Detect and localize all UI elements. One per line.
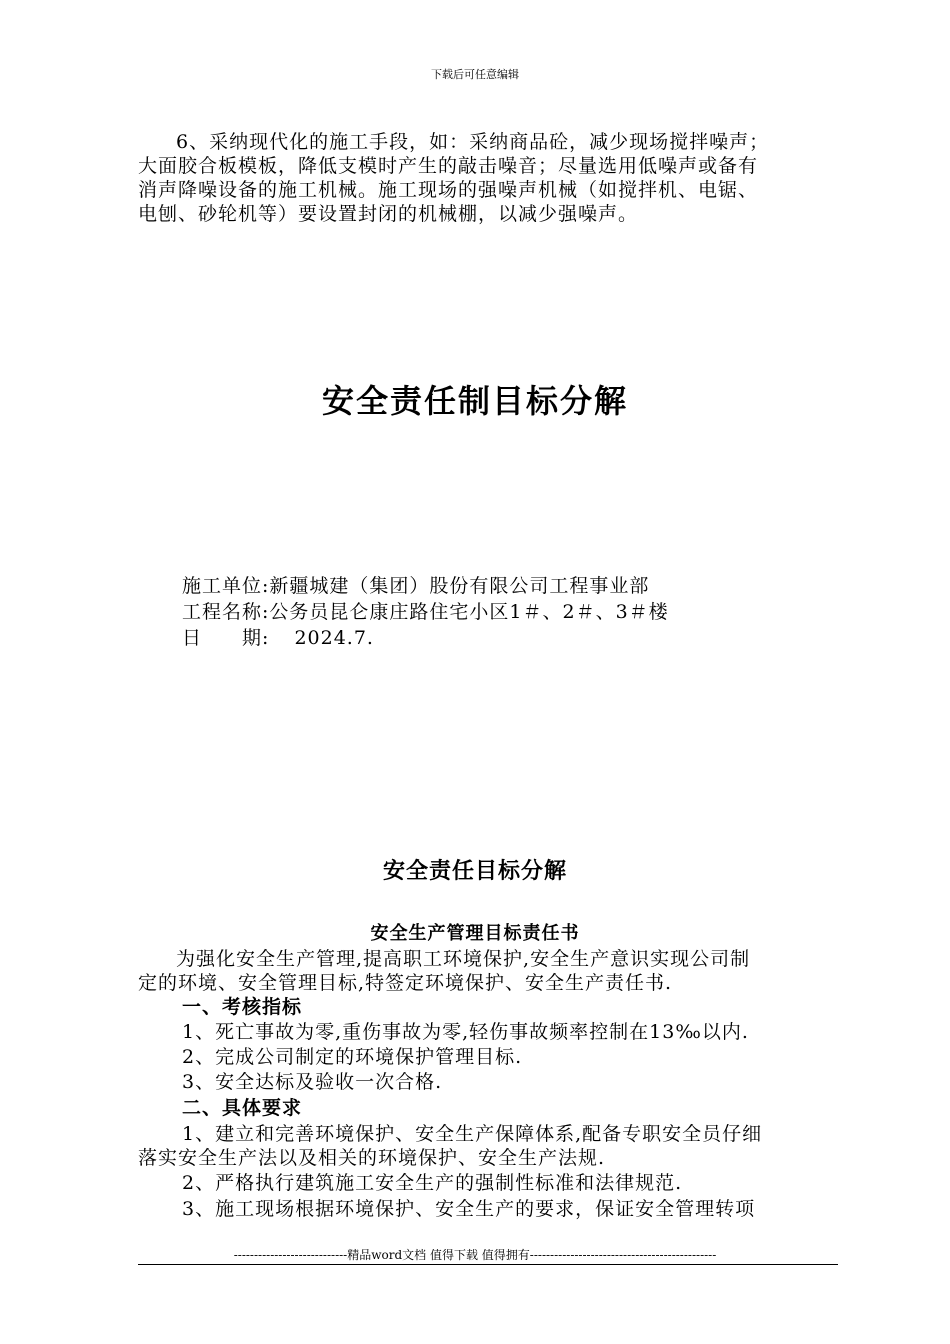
- paragraph-line: 电刨、砂轮机等）要设置封闭的机械棚，以减少强噪声。: [138, 203, 639, 225]
- heading-requirements: 二、具体要求: [182, 1097, 303, 1119]
- paragraph-line: 6、采纳现代化的施工手段，如：采纳商品砼，减少现场搅拌噪声；: [176, 131, 770, 153]
- list-item: 1、建立和完善环境保护、安全生产保障体系,配备专职安全员仔细: [182, 1123, 763, 1145]
- header-note: 下载后可任意编辑: [431, 68, 519, 81]
- date-label: 日 期:: [182, 627, 270, 649]
- paragraph-line: 消声降噪设备的施工机械。施工现场的强噪声机械（如搅拌机、电锯、: [138, 179, 759, 201]
- section-title: 安全责任目标分解: [382, 858, 567, 884]
- date-value: 2024.7.: [294, 627, 374, 649]
- list-item: 1、死亡事故为零,重伤事故为零,轻伤事故频率控制在13‰以内.: [182, 1021, 749, 1043]
- project-name: 工程名称:公务员昆仑康庄路住宅小区1＃、2＃、3＃楼: [182, 601, 669, 623]
- intro-line: 定的环境、安全管理目标,特签定环境保护、安全生产责任书.: [138, 972, 673, 994]
- paragraph-line: 大面胶合板模板，降低支模时产生的敲击噪音；尽量选用低噪声或备有: [138, 155, 759, 177]
- intro-line: 为强化安全生产管理,提高职工环境保护,安全生产意识实现公司制: [176, 948, 751, 970]
- list-item: 3、施工现场根据环境保护、安全生产的要求，保证安全管理转项: [182, 1198, 756, 1220]
- list-item: 2、完成公司制定的环境保护管理目标.: [182, 1046, 523, 1068]
- section-subtitle: 安全生产管理目标责任书: [370, 923, 580, 944]
- footer-divider: [138, 1264, 838, 1265]
- list-item: 2、严格执行建筑施工安全生产的强制性标准和法律规范.: [182, 1172, 683, 1194]
- construction-unit: 施工单位:新疆城建（集团）股份有限公司工程事业部: [182, 575, 650, 597]
- cover-title: 安全责任制目标分解: [321, 382, 628, 420]
- list-item: 3、安全达标及验收一次合格.: [182, 1071, 443, 1093]
- footer-note: ----------------------------精品word文档 值得下载 值得拥有----------------------------------------------: [233, 1248, 717, 1262]
- list-item: 落实安全生产法以及相关的环境保护、安全生产法规.: [138, 1147, 606, 1169]
- date-row: [182, 623, 374, 650]
- heading-assessment: 一、考核指标: [182, 996, 303, 1018]
